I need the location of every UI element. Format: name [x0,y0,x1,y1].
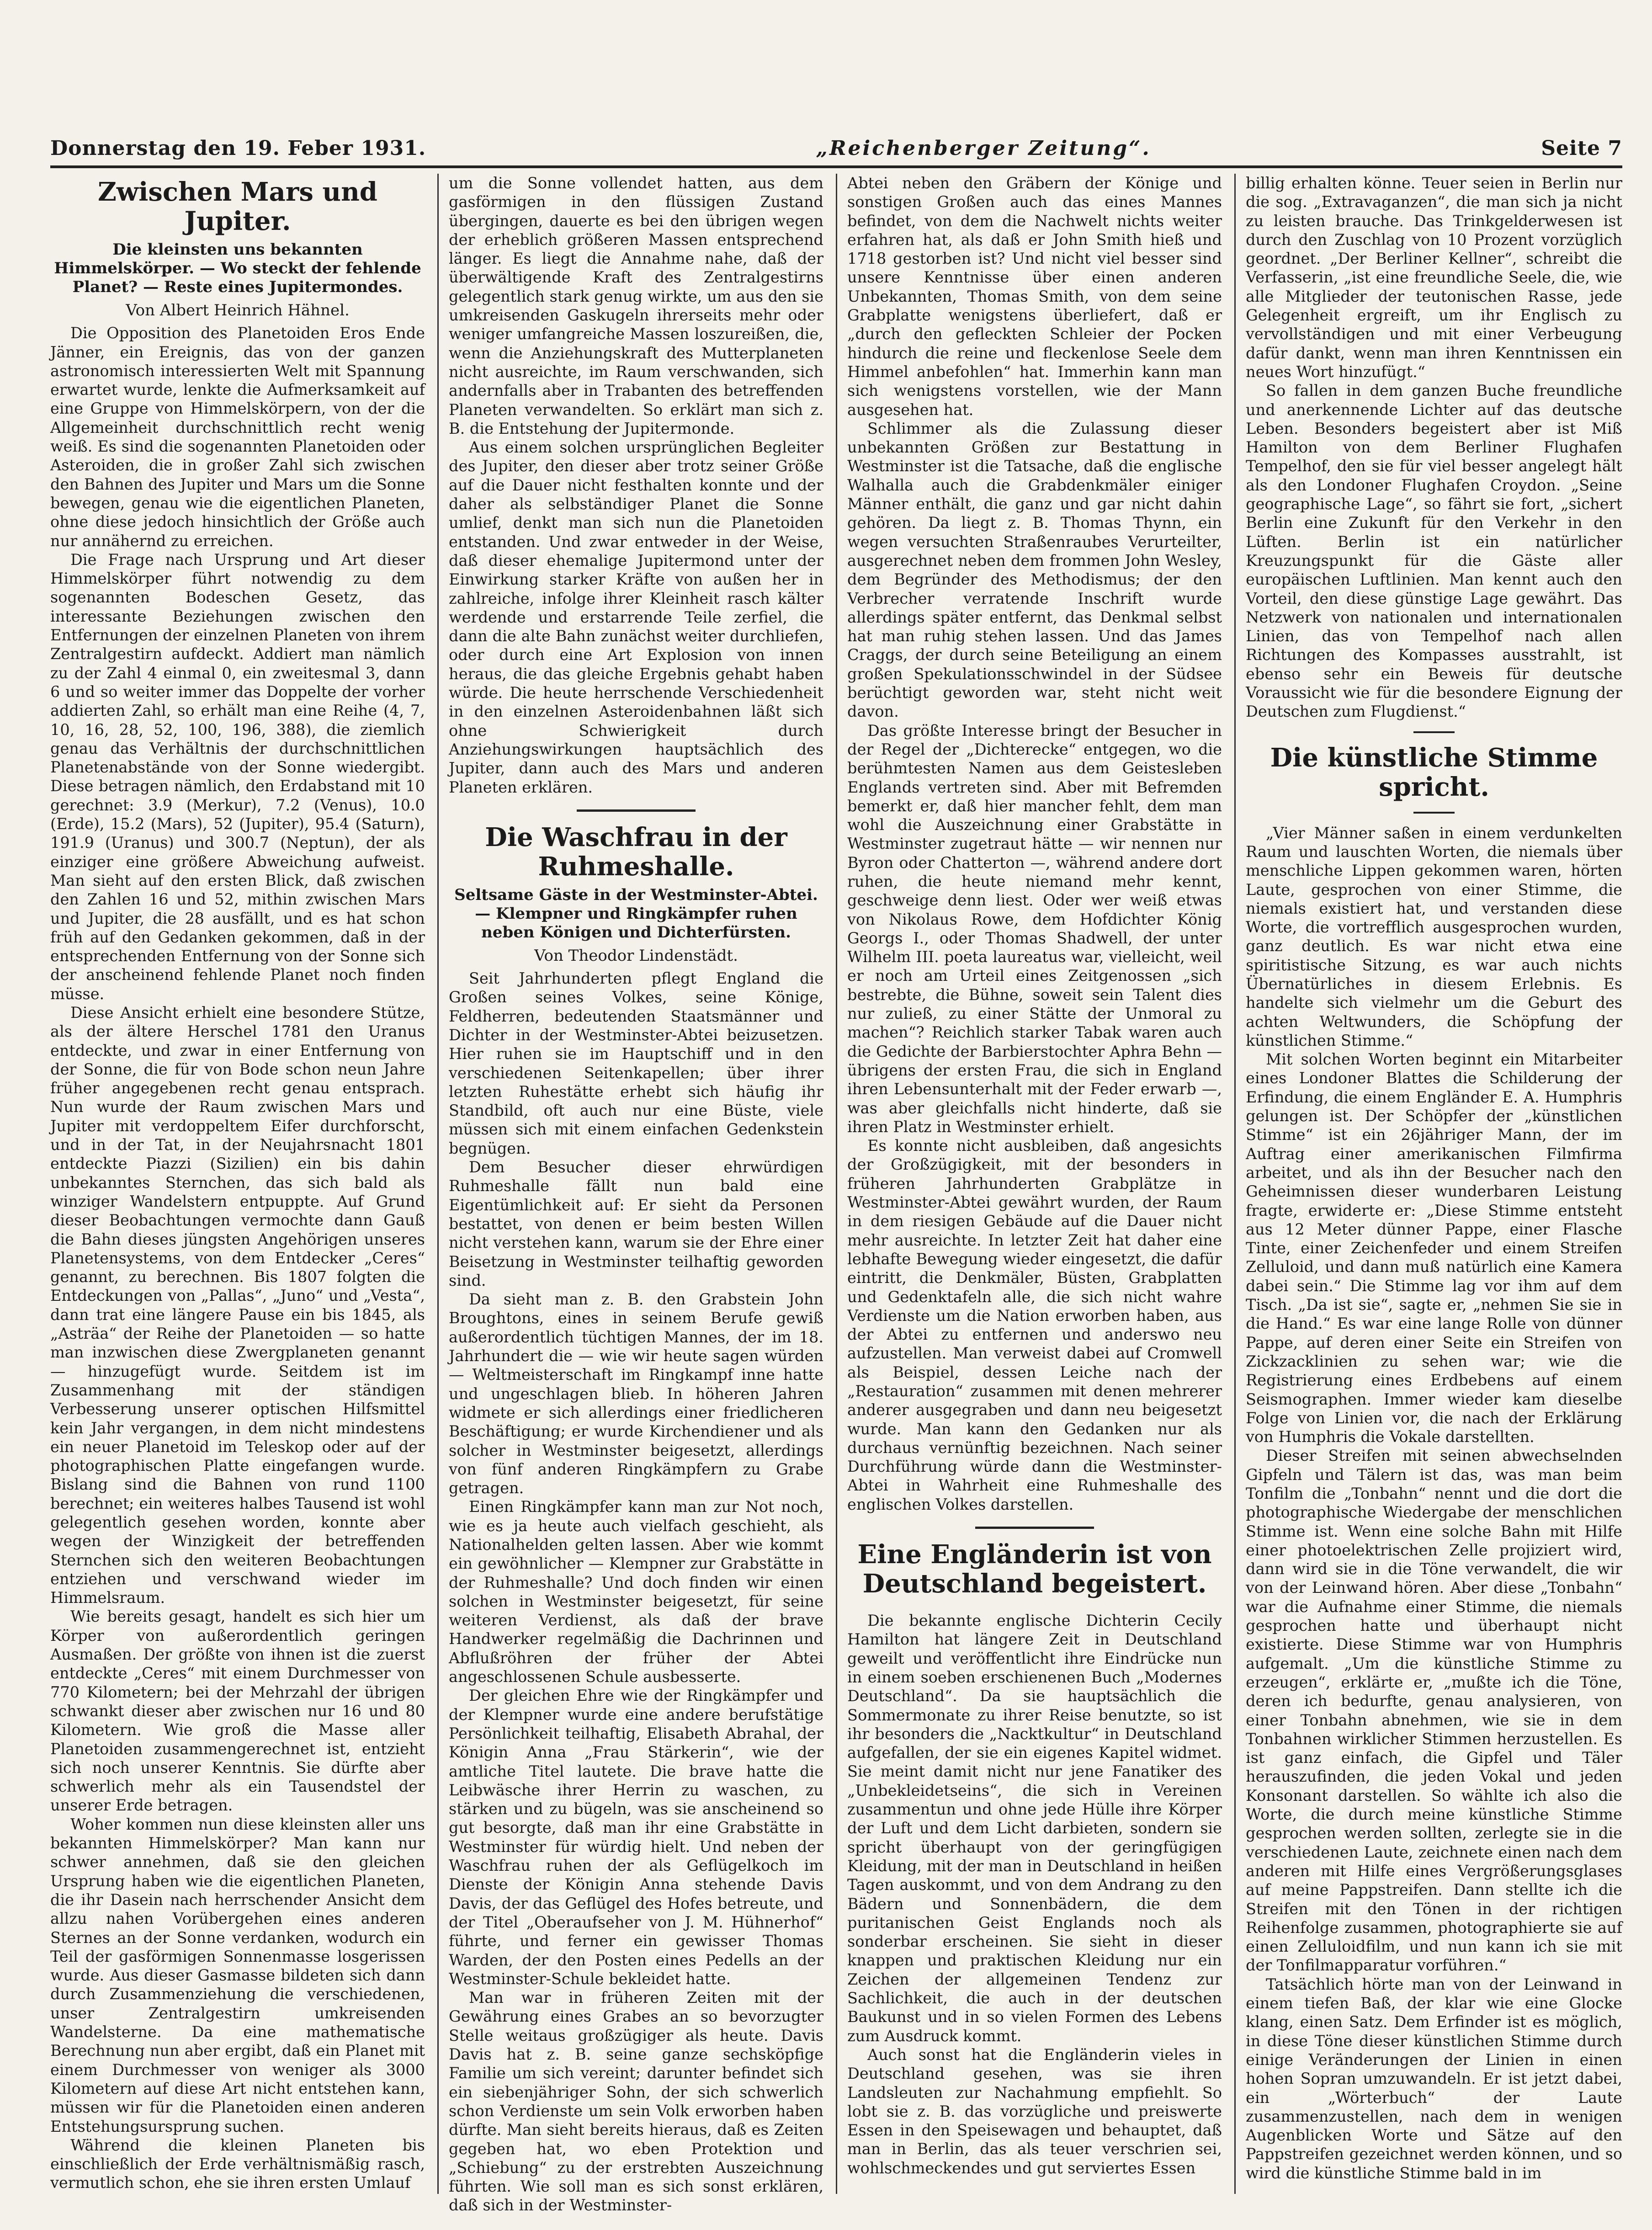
section-divider [975,1527,1094,1529]
column-rule [1234,174,1236,2194]
paragraph: Seit Jahrhunderten pflegt England die Großen seines Volkes, seine Könige, Feldherren, bedeutenden Staatsmänner und Dichter in der Westminster-Abtei beizusetzen. Hier ruhen sie im Hauptschiff und in den verschiedenen Seitenkapellen; über ihrer letzten Ruhestätte erhebt sich häufig ihr Standbild, oft auch nur eine Büste, viele müssen sich mit einem einfachen Gedenkstein begnügen. [449,969,823,1157]
article-title: Die Waschfrau in der Ruhmeshalle. [485,822,787,882]
paragraph: Tatsächlich hörte man von der Leinwand in einem tiefen Baß, der klar wie eine Glocke klang, einen Satz. Dem Erfinder ist es möglich, in diese Töne dieser künstlichen Stimme durch einige Veränderungen der Linien in einen hohen Sopran umzuwandeln. Er ist jetzt dabei, ein „Wörterbuch“ der Laute zusammenzustellen, nach dem in wenigen Augenblicken Worte und Sätze auf den Pappstreifen gezeichnet werden können, und so wird die künstliche Stimme bald in im [1246,1975,1622,2182]
newspaper-title: „Reichenberger Zeitung“. [816,137,1151,160]
paragraph: Die Opposition des Planetoiden Eros Ende Jänner, ein Ereignis, das von der ganzen astronomisch interessierten Welt mit Spannung erwartet wurde, lenkte die Aufmerksamkeit auf eine Gruppe von Himmelskörpern, von der die Allgemeinheit durchschnittlich recht wenig weiß. Es sind die sogenannten Planetoiden oder Asteroiden, die in großer Zahl sich zwischen den Bahnen des Jupiter und Mars um die Sonne bewegen, genau wie die eigentlichen Planeten, ohne diese jedoch hinsichtlich der Größe auch nur annähernd zu erreichen. [50,324,425,550]
article-title: Zwischen Mars und Jupiter. [98,177,377,236]
paragraph: „Vier Männer saßen in einem verdunkelten Raum und lauschten Worten, die niemals über menschliche Lippen gekommen waren, hörten Laute, gesprochen von einer Stimme, die niemals existiert hat, und verstanden diese Worte, die vortrefflich ausgesprochen wurden, ganz deutlich. Es war nicht etwa eine spiritistische Sitzung, es war auch nichts Übernatürliches in diesem Erlebnis. Es handelte sich vielmehr um die Geburt des achten Weltwunders, die Schöpfung der künstlichen Stimme.“ [1246,824,1622,1049]
paragraph: Woher kommen nun diese kleinsten aller uns bekannten Himmelskörper? Man kann nur schwer annehmen, daß sie den gleichen Ursprung haben wie die eigentlichen Planeten, die ihr Dasein nach herrschender Ansicht dem allzu nahen Vorübergehen eines anderen Sternes an der Sonne verdanken, wodurch ein Teil der gasförmigen Sonnenmasse losgerissen wurde. Aus dieser Gasmasse bildeten sich dann durch Zusammenziehung die verschiedenen, unser Zentralgestirn umkreisenden Wandelsterne. Da eine mathematische Berechnung nun aber ergibt, daß ein Planet mit einem Durchmesser von weniger als 3000 Kilometern auf diese Art nicht entstehen kann, müssen wir für die Planetoiden einen anderen Entstehungsursprung suchen. [50,1815,425,2135]
column-4 [1246,174,1622,2194]
paragraph: Diese Ansicht erhielt eine besondere Stütze, als der ältere Herschel 1781 den Uranus entdeckte, und zwar in einer Entfernung von der Sonne, die für von Bode schon neun Jahre früher angegebenen recht genau entsprach. Nun wurde der Raum zwischen Mars und Jupiter mit verdoppeltem Eifer durchforscht, und in der Tat, in der Neujahrsnacht 1801 entdeckte Piazzi (Sizilien) ein bis dahin unbekanntes Sternchen, das sich bald als winziger Wandelstern entpuppte. Auf Grund dieser Beobachtungen vermochte dann Gauß die Bahn dieses jüngsten Angehörigen unseres Planetensystems, von dem Entdecker „Ceres“ genannt, zu berechnen. Bis 1807 folgten die Entdeckungen von „Pallas“, „Juno“ und „Vesta“, dann trat eine längere Pause ein bis 1845, als „Asträa“ der Reihe der Planetoiden — so hatte man inzwischen diese Zwergplaneten genannt — hinzugefügt wurde. Seitdem ist im Zusammenhang mit der ständigen Verbesserung unserer optischen Hilfsmittel kein Jahr vergangen, in dem nicht mindestens ein neuer Planetoid im Teleskop oder auf der photographischen Platte eingefangen wurde. Bislang sind die Bahnen von rund 1100 berechnet; ein weiteres halbes Tausend ist wohl gelegentlich gesehen worden, konnte aber wegen der Winzigkeit der betreffenden Sternchen sich den weiteren Beobachtungen entziehen und verschwand wieder im Himmelsraum. [50,1003,425,1607]
column-1 [50,174,425,2194]
paragraph: Da sieht man z. B. den Grabstein John Broughtons, eines in seinem Berufe gewiß außerordentlich tüchtigen Mannes, der im 18. Jahrhundert die — wie wir heute sagen würden — Weltmeisterschaft im Ringkampf inne hatte und ungeschlagen blieb. In höheren Jahren widmete er sich allerdings einer friedlicheren Beschäftigung; er wurde Kirchendiener und als solcher in Westminster beigesetzt, allerdings von fünf anderen Ringkämpfern zu Grabe getragen. [449,1290,823,1497]
section-divider [577,809,696,812]
paragraph: um die Sonne vollendet hatten, aus dem gasförmigen in den flüssigen Zustand übergingen, dauerte es bei den übrigen wegen der erheblich größeren Massen entsprechend länger. Es liegt die Annahme nahe, daß der überwältigende Kraft des Zentralgestirns gelegentlich stark genug wirkte, um aus den sie umkreisenden Gaskugeln ihrerseits mehr oder weniger umfangreiche Massen loszureißen, die, wenn die Anziehungskraft des Mutterplaneten nicht ausreichte, im Raum verschwanden, sich andernfalls aber in Trabanten des betreffenden Planeten verwandelten. So erklärt man sich z. B. die Entstehung der Jupitermonde. [449,174,823,437]
newspaper-page [50,114,1622,2214]
paragraph: Dieser Streifen mit seinen abwechselnden Gipfeln und Tälern ist das, was man beim Tonfilm die „Tonbahn“ nennt und die dort die photographische Wiedergabe der menschlichen Stimme ist. Wenn eine solche Bahn mit Hilfe einer photoelektrischen Zelle projiziert wird, dann wird sie in die Töne verwandelt, die wir von der Leinwand hören. Aber diese „Tonbahn“ war die Aufnahme einer Stimme, die niemals gesprochen hatte und überhaupt nicht existierte. Diese Stimme war von Humphris aufgemalt. „Um die künstliche Stimme zu erzeugen“, erklärte er, „mußte ich die Töne, deren ich bedurfte, genau analysieren, von einer Tonbahn abnehmen, wie sie in dem Tonbahnen wirklicher Stimmen herzustellen. Es ist ganz einfach, die Gipfel und Täler herauszufinden, die jeden Vokal und jeden Konsonant darstellen. So wählte ich also die Worte, die durch meine künstliche Stimme gesprochen werden sollten, zerlegte sie in die verschiedenen Laute, zeichnete einen nach dem anderen mit Hilfe eines Vergrößerungsglases auf meine Pappstreifen. Dann stellte ich die Streifen mit den Tönen in der richtigen Reihenfolge zusammen, photographierte sie auf einen Zelluloidfilm, und nun kann ich sie mit der Tonfilmapparatur vorführen.“ [1246,1447,1622,1975]
column-2 [449,174,823,2214]
article-title: Eine Engländerin ist von Deutschland begeistert. [857,1539,1212,1599]
article-byline: Von Theodor Lindenstädt. [534,946,738,965]
issue-date: Donnerstag den 19. Feber 1931. [50,137,426,160]
paragraph: Mit solchen Worten beginnt ein Mitarbeiter eines Londoner Blattes die Schilderung der Erfindung, die einem Engländer E. A. Humphris gelungen ist. Der Schöpfer der „künstlichen Stimme“ ist ein 26jähriger Mann, der im Auftrag einer amerikanischen Filmfirma arbeitet, und als ihn der Besucher nach den Geheimnissen dieser wunderbaren Leistung fragte, erwiderte er: „Diese Stimme entsteht aus 12 Meter dünner Pappe, einer Flasche Tinte, einer Zeichenfeder und einem Streifen Zelluloid, und dann muß natürlich eine Kamera dabei sein.“ Die Stimme lag vor ihm auf dem Tisch. „Da ist sie“, sagte er, „nehmen Sie sie in die Hand.“ Es war eine lange Rolle von dünner Pappe, auf deren einer Seite ein Streifen von Zickzacklinien zu sehen war; wie die Registrierung eines Erdbebens auf einem Seismographen. Immer wieder kam dieselbe Folge von Linien vor, die nach der Erklärung von Humphris die Vokale darstellten. [1246,1050,1622,1446]
paragraph: Es konnte nicht ausbleiben, daß angesichts der Großzügigkeit, mit der besonders in früheren Jahrhunderten Grabplätze in Westminster-Abtei gewährt wurden, der Raum in dem riesigen Gebäude auf die Dauer nicht mehr ausreichte. In letzter Zeit hat daher eine lebhafte Bewegung wieder eingesetzt, die dafür eintritt, die Denkmäler, Büsten, Grabplatten und Gedenktafeln alle, die sich nicht wahre Verdienste um die Nation erworben haben, aus der Abtei zu entfernen und anderswo neu aufzustellen. Man verweist dabei auf Cromwell als Beispiel, dessen Leiche nach der „Restauration“ zusammen mit denen mehrerer anderer ausgegraben und dann neu beigesetzt wurde. Man kann den Gedanken nur als durchaus vernünftig bezeichnen. Nach seiner Durchführung würde dann die Westminster-Abtei in Wahrheit eine Ruhmeshalle des englischen Volkes darstellen. [847,1137,1222,1513]
paragraph: Dem Besucher dieser ehrwürdigen Ruhmeshalle fällt nun bald eine Eigentümlichkeit auf: Er sieht da Personen bestattet, von denen er beim besten Willen nicht verstehen kann, warum sie der Ehre einer Beisetzung in Westminster teilhaftig geworden sind. [449,1158,823,1289]
columns [50,174,1622,2214]
section-divider [1413,731,1455,733]
paragraph: Auch sonst hat die Engländerin vieles in Deutschland gesehen, was sie ihren Landsleuten zur Nachahmung empfiehlt. So lobt sie z. B. das vorzügliche und preiswerte Essen in den Speisewagen und behauptet, daß man in Berlin, das als teuer verschrien sei, wohlschmeckendes und gut serviertes Essen [847,2045,1222,2177]
paragraph: Man war in früheren Zeiten mit der Gewährung eines Grabes an so bevorzugter Stelle weitaus großzügiger als heute. Davis Davis hat z. B. seine ganze sechsköpfige Familie um sich vereint; darunter befindet sich ein siebenjähriger Sohn, der sich schwerlich schon Verdienste um sein Volk erworben haben dürfte. Man sieht bereits hieraus, daß es Zeiten gegeben hat, wo eben Protektion und „Schiebung“ zu der erstrebten Auszeichnung führten. Wie soll man es sich sonst erklären, daß sich in der Westminster- [449,1989,823,2214]
paragraph: Die bekannte englische Dichterin Cecily Hamilton hat längere Zeit in Deutschland geweilt und veröffentlicht ihre Eindrücke nun in einem soeben erschienenen Buch „Modernes Deutschland“. Da sie hauptsächlich die Sommermonate zu ihrer Reise benutzte, so ist ihr besonders die „Nacktkultur“ in Deutschland aufgefallen, der sie ein eigenes Kapitel widmet. Sie meint damit nicht nur jene Fanatiker des „Unbekleidetseins“, die sich in Vereinen zusammentun und ohne jede Hülle ihre Körper der Luft und dem Licht darbieten, sondern sie spricht überhaupt von der geringfügigen Kleidung, mit der man in Deutschland in heißen Tagen auskommt, und von dem Andrang zu den Bädern und Sonnenbädern, die dem puritanischen Geist Englands noch als sonderbar erscheinen. Sie sieht in dieser knappen und praktischen Kleidung nur ein Zeichen der allgemeinen Tendenz zur Sachlichkeit, die auch in der deutschen Baukunst und in so vielen Formen des Lebens zum Ausdruck kommt. [847,1612,1222,2045]
paragraph: Aus einem solchen ursprünglichen Begleiter des Jupiter, den dieser aber trotz seiner Größe auf die Dauer nicht festhalten konnte und der daher als selbständiger Planet die Sonne umlief, denkt man sich nun die Planetoiden entstanden. Und zwar entweder in der Weise, daß dieser ehemalige Jupitermond unter der Einwirkung starker Kräfte von außen her in zahlreiche, infolge ihrer Kleinheit rasch kälter werdende und erstarrende Teile zerfiel, die dann die alte Bahn zunächst weiter durchliefen, oder durch eine Art Explosion von innen heraus, die das gleiche Ergebnis gehabt haben würde. Die heute herrschende Verschiedenheit in den einzelnen Asteroidenbahnen läßt sich ohne Schwierigkeit durch Anziehungswirkungen hauptsächlich des Jupiter, dann auch des Mars und anderen Planeten erklären. [449,438,823,796]
paragraph: Das größte Interesse bringt der Besucher in der Regel der „Dichterecke“ entgegen, wo die berühmtesten Namen aus dem Geistesleben Englands vertreten sind. Aber mit Befremden bemerkt er, daß hier mancher fehlt, dem man wohl die Auszeichnung einer Grabstätte in Westminster zugetraut hätte — wir nennen nur Byron oder Chatterton —, während andere dort ruhen, die heute niemand mehr kennt, geschweige denn liest. Oder wer weiß etwas von Nikolaus Rowe, dem Hofdichter König Georgs I., oder Thomas Shadwell, der unter Wilhelm III. poeta laureatus war, vielleicht, weil er noch am Urteil eines Zeitgenossen „sich bestrebte, die Bühne, soweit sein Talent dies nur zuließ, zu einer Stätte der Unmoral zu machen“? Reichlich starker Tabak waren auch die Gedichte der Barbierstochter Aphra Behn — übrigens der ersten Frau, die sich in England ihren Lebensunterhalt mit der Feder erwarb —, was aber gleichfalls nicht hinderte, daß sie ihren Platz in Westminster erhielt. [847,721,1222,1136]
article-subtitle: Seltsame Gäste in der Westminster-Abtei. — Klempner und Ringkämpfer ruhen neben Königen und Dichterfürsten. [454,885,818,942]
paragraph: Die Frage nach Ursprung und Art dieser Himmelskörper führt notwendig zu dem sogenannten Bodeschen Gesetz, das interessante Beziehungen zwischen den Entfernungen der einzelnen Planeten von ihrem Zentralgestirn aufdeckt. Addiert man nämlich zu der Zahl 4 einmal 0, ein zweitesmal 3, dann 6 und so weiter immer das Doppelte der vorher addierten Zahl, so erhält man eine Reihe (4, 7, 10, 16, 28, 52, 100, 196, 388), die ziemlich genau das Verhältnis der durchschnittlichen Planetenabstände von der Sonne wiedergibt. Diese betragen nämlich, den Erdabstand mit 10 gerechnet: 3.9 (Merkur), 7.2 (Venus), 10.0 (Erde), 15.2 (Mars), 52 (Jupiter), 95.4 (Saturn), 191.9 (Uranus) und 300.7 (Neptun), der als einziger eine größere Abweichung aufweist. Man sieht auf den ersten Blick, daß zwischen den Zahlen 16 und 52, mithin zwischen Mars und Jupiter, die 28 ausfällt, und es hat schon früh auf den Gedanken gekommen, daß in der entsprechenden Entfernung von der Sonne sich der anscheinend fehlende Planet noch finden müsse. [50,550,425,1003]
paragraph: Schlimmer als die Zulassung dieser unbekannten Größen zur Bestattung in Westminster ist die Tatsache, daß die englische Walhalla auch die Grabdenkmäler einiger Männer enthält, die ganz und gar nicht dahin gehören. Da liegt z. B. Thomas Thynn, ein wegen versuchten Straßenraubes Verurteilter, ausgerechnet neben dem frommen John Wesley, dem Begründer des Methodismus; der den Verbrecher verratende Inschrift wurde allerdings später entfernt, das Denkmal selbst hat man ruhig stehen lassen. Und das James Craggs, der durch seine Beteiligung an einem großen Spekulationsschwindel in der Südsee berüchtigt geworden war, steht nicht weit davon. [847,419,1222,721]
paragraph: Der gleichen Ehre wie der Ringkämpfer und der Klempner wurde eine andere berufstätige Persönlichkeit teilhaftig, Elisabeth Abrahal, der Königin Anna „Frau Stärkerin“, wie der amtliche Titel lautete. Die brave hatte die Leibwäsche ihrer Herrin zu waschen, zu stärken und zu bügeln, was sie anscheinend so gut besorgte, daß man ihr eine Grabstätte in Westminster für würdig hielt. Und neben der Waschfrau ruhen der als Geflügelkoch im Dienste der Königin Anna stehende Davis Davis, der das Geflügel des Hofes betreute, und der Titel „Oberaufseher von J. M. Hühnerhof“ führte, und ferner ein gewisser Thomas Warden, der den Posten eines Pedells an der Westminster-Schule bekleidet hatte. [449,1687,823,1988]
page-header [50,114,1622,168]
paragraph: So fallen in dem ganzen Buche freundliche und anerkennende Lichter auf das deutsche Leben. Besonders begeistert aber ist Miß Hamilton von dem Berliner Flughafen Tempelhof, den sie für viel besser angelegt hält als den Londoner Flughafen Croydon. „Seine geographische Lage“, so fährt sie fort, „sichert Berlin eine Zukunft für den Verkehr in den Lüften. Berlin ist ein natürlicher Kreuzungspunkt für die Gäste aller europäischen Luftlinien. Man kennt auch den Vorteil, den diese günstige Lage gewährt. Das Netzwerk von nationalen und internationalen Linien, das von Tempelhof nach allen Richtungen des Kompasses ausstrahlt, ist ebenso sehr ein Beweis für deutsche Voraussicht wie für die besondere Eignung der Deutschen zum Flugdienst.“ [1246,382,1622,721]
paragraph: Abtei neben den Gräbern der Könige und sonstigen Großen auch das eines Mannes befindet, von dem die Nachwelt nichts weiter erfahren hat, als daß er John Smith hieß und 1718 gestorben ist? Und nicht viel besser sind unsere Kenntnisse über einen anderen Unbekannten, Thomas Smith, von dem seine Grabplatte wenigstens überliefert, daß er „durch den gefleckten Schleier der Pocken hindurch die reine und fleckenlose Seele dem Himmel anbefohlen“ hat. Immerhin kann man sich wenigstens vorstellen, wie der Mann ausgesehen hat. [847,174,1222,419]
paragraph: Während die kleinen Planeten bis einschließlich der Erde verhältnismäßig rasch, vermutlich schon, ehe sie ihren ersten Umlauf [50,2136,425,2192]
page-number: Seite 7 [1541,137,1622,160]
column-rule [836,174,837,2194]
article-subtitle: Die kleinsten uns bekannten Himmelskörper. — Wo steckt der fehlende Planet? — Reste eines Jupitermondes. [54,240,421,296]
section-divider [1413,812,1455,814]
column-3 [847,174,1222,2194]
article-title: Die künstliche Stimme spricht. [1270,742,1598,802]
article-byline: Von Albert Heinrich Hähnel. [126,301,350,319]
column-rule [437,174,439,2194]
paragraph: billig erhalten könne. Teuer seien in Berlin nur die sog. „Extravaganzen“, die man sich ja nicht zu leisten brauche. Das Trinkgelderwesen ist durch den Zuschlag von 10 Prozent vorzüglich geordnet. „Der Berliner Kellner“, schreibt die Verfasserin, „ist eine freundliche Seele, die, wie alle Mitglieder der teutonischen Rasse, jede Gelegenheit ergreift, um ihr Englisch zu vervollständigen und mit einer Verbeugung dafür dankt, wenn man ihren Kenntnissen ein neues Wort hinzufügt.“ [1246,174,1622,381]
paragraph: Einen Ringkämpfer kann man zur Not noch, wie es ja heute auch vielfach geschieht, als Nationalhelden gelten lassen. Aber wie kommt ein gewöhnlicher — Klempner zur Grabstätte in der Ruhmeshalle? Und doch finden wir einen solchen in Westminster beigesetzt, für seine weiteren Verdienst, als daß der brave Handwerker regelmäßig die Dachrinnen und Abflußröhren der früher der Abtei angeschlossenen Schule ausbesserte. [449,1498,823,1686]
paragraph: Wie bereits gesagt, handelt es sich hier um Körper von außerordentlich geringen Ausmaßen. Der größte von ihnen ist die zuerst entdeckte „Ceres“ mit einem Durchmesser von 770 Kilometern; bei der Mehrzahl der übrigen schwankt dieser aber zwischen nur 16 und 80 Kilometern. Wie groß die Masse aller Planetoiden zusammengerechnet ist, entzieht sich noch unserer Kenntnis. Sie dürfte aber schwerlich mehr als ein Tausendstel der unserer Erde betragen. [50,1607,425,1815]
